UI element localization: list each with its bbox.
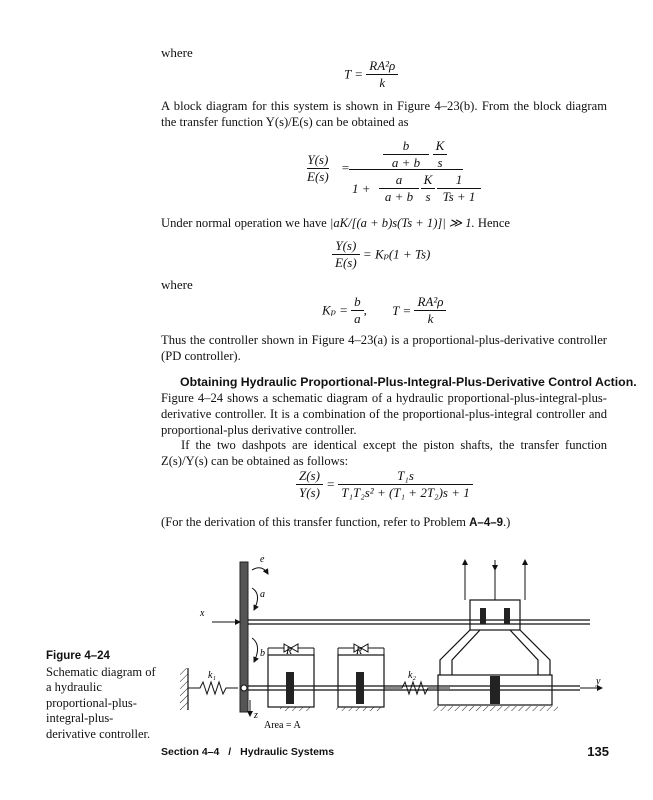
label-k1: k₁ bbox=[208, 670, 216, 681]
eq-pd-rhs: = Kₚ(1 + Ts) bbox=[362, 246, 431, 262]
paragraph-derivation-ref bbox=[161, 514, 510, 531]
page-number: 135 bbox=[587, 744, 609, 759]
paragraph-pd-controller: Thus the controller shown in Figure 4–23(a) is a proportional-plus-derivative controller (PD controller). bbox=[161, 333, 607, 363]
eq-ye-lhs-den: E(s) bbox=[307, 169, 329, 184]
footer-section-num: Section 4–4 bbox=[161, 746, 220, 758]
eq-t2-lhs: T = bbox=[392, 302, 412, 318]
hydraulic-servo bbox=[432, 560, 558, 711]
paragraph-normal-operation bbox=[161, 215, 510, 231]
equation-pd bbox=[332, 238, 430, 271]
eq-ye-one-plus: 1 + bbox=[352, 181, 371, 196]
section-heading: Obtaining Hydraulic Proportional-Plus-Integral-Plus-Derivative Control Action. bbox=[180, 375, 637, 389]
eq-ye-top-ab: a + b bbox=[383, 154, 429, 171]
eq-zy-den: T₁T₂s² + (T₁ + 2T₂)s + 1 bbox=[338, 484, 473, 501]
eq-zy-equals: = bbox=[326, 476, 335, 492]
eq-ye-lhs-num: Y(s) bbox=[307, 152, 329, 167]
figure-caption-text: Schematic diagram of a hydraulic proportional-plus-integral-plus-derivative controller. bbox=[46, 664, 156, 741]
eq-pd-den: E(s) bbox=[332, 254, 360, 271]
eq-ye-top-s: s bbox=[433, 154, 447, 171]
label-b: b bbox=[260, 648, 265, 659]
eq-ye-bot-k: K bbox=[423, 172, 433, 187]
eq-t-den: k bbox=[366, 74, 398, 91]
normal-op-post: Hence bbox=[477, 216, 511, 230]
label-r2: R bbox=[356, 646, 363, 657]
label-e: e bbox=[260, 554, 265, 565]
eq-kp-num: b bbox=[354, 294, 361, 309]
figure-caption bbox=[46, 649, 156, 742]
eq-ye-equals: = bbox=[341, 160, 350, 175]
spring-k1 bbox=[188, 682, 238, 694]
eq-ye-top-b: b bbox=[402, 138, 410, 153]
label-r1: R bbox=[286, 646, 293, 657]
paragraph-dashpots: If the two dashpots are identical except the piston shafts, the transfer function Z(s)/Y(s) can be obtained as follows: bbox=[161, 438, 607, 468]
eq-kp-lhs: Kₚ = bbox=[322, 302, 348, 318]
eq-ye-top-k: K bbox=[435, 138, 445, 153]
eq-zy-lhs-num: Z(s) bbox=[299, 468, 320, 483]
label-y: y bbox=[596, 676, 601, 687]
label-x: x bbox=[200, 608, 205, 619]
eq-ye-bot-1: 1 bbox=[455, 172, 463, 187]
label-a: a bbox=[260, 589, 265, 600]
label-k2: k₂ bbox=[408, 670, 416, 681]
figure-caption-title: Figure 4–24 bbox=[46, 650, 110, 662]
derivation-pre: (For the derivation of this transfer function, refer to Problem bbox=[161, 515, 466, 529]
eq-zy-lhs-den: Y(s) bbox=[296, 484, 323, 501]
where-text-1: where bbox=[161, 45, 193, 60]
problem-link: A–4–9 bbox=[469, 517, 504, 529]
equation-kp-t bbox=[322, 294, 446, 327]
eq-zy-num: T₁s bbox=[397, 468, 414, 483]
paragraph-figure-description: Figure 4–24 shows a schematic diagram of a hydraulic proportional-plus-integral-plus-derivative controller. It is a combination of the proportional-plus-integral controller and proportional-plus derivative controller. bbox=[161, 391, 607, 437]
label-z: z bbox=[254, 710, 258, 721]
normal-op-expr: |aK/[(a + b)s(Ts + 1)]| ≫ 1. bbox=[329, 216, 475, 230]
eq-pd-num: Y(s) bbox=[335, 238, 357, 253]
eq-kp-den: a bbox=[351, 310, 364, 327]
pid-controller-schematic bbox=[170, 550, 620, 735]
where-text-2: where bbox=[161, 277, 193, 292]
spring-k2 bbox=[384, 682, 450, 694]
eq-t-num: RA²ρ bbox=[369, 58, 396, 73]
equation-zy bbox=[296, 468, 473, 501]
eq-ye-bot-a: a bbox=[395, 172, 403, 187]
eq-t-lhs: T = bbox=[344, 66, 364, 82]
eq-ye-bot-ts1: Ts + 1 bbox=[437, 188, 481, 205]
eq-ye-bot-s: s bbox=[421, 188, 435, 205]
footer-separator: / bbox=[228, 746, 232, 758]
footer-section bbox=[161, 746, 334, 758]
wall-hatch bbox=[180, 668, 188, 710]
eq-ye-bot-ab: a + b bbox=[379, 188, 419, 205]
normal-op-pre: Under normal operation we have bbox=[161, 216, 327, 230]
label-area: Area = A bbox=[264, 720, 301, 731]
derivation-post: .) bbox=[503, 515, 511, 529]
equation-t bbox=[344, 58, 398, 91]
paragraph-block-diagram: A block diagram for this system is shown in Figure 4–23(b). From the block diagram the transfer function Y(s)/E(s) can be obtained as bbox=[161, 99, 607, 129]
eq-t2-den: k bbox=[414, 310, 446, 327]
footer-section-title: Hydraulic Systems bbox=[240, 746, 335, 758]
equation-ye bbox=[305, 138, 485, 208]
eq-kp-comma: , bbox=[363, 302, 367, 318]
eq-t2-num: RA²ρ bbox=[417, 294, 444, 309]
